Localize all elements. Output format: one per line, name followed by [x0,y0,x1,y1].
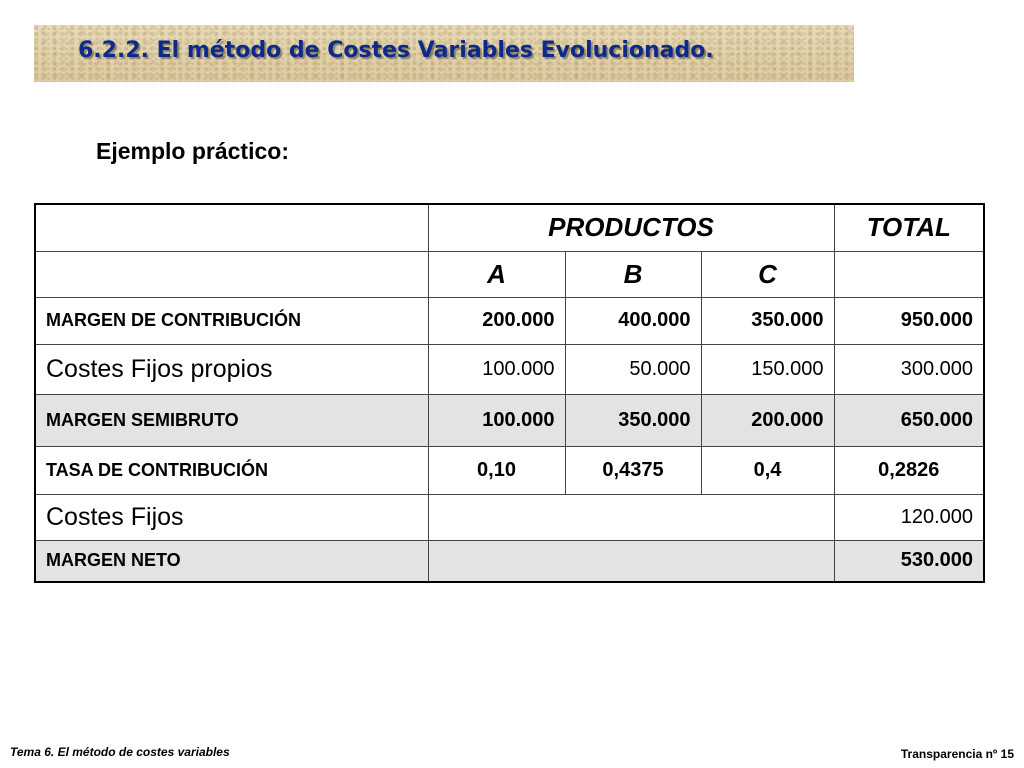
cell-a: 200.000 [428,297,565,344]
header-product-a: A [428,251,565,297]
section-subtitle: Ejemplo práctico: [96,138,289,164]
cell-total: 650.000 [834,394,984,446]
empty-merged-cell [428,540,834,582]
cell-total: 120.000 [834,494,984,540]
table-header-row [35,204,984,251]
empty-total-subheader-cell [834,251,984,297]
slide-title: 6.2.2. El método de Costes Variables Evolucionado. [78,38,714,63]
cell-a: 100.000 [428,394,565,446]
cell-total: 0,2826 [834,446,984,494]
table-row [35,344,984,394]
cell-b: 50.000 [565,344,701,394]
table-row [35,494,984,540]
cell-c: 200.000 [701,394,834,446]
empty-subheader-cell [35,251,428,297]
cell-total: 530.000 [834,540,984,582]
row-label: MARGEN NETO [35,540,428,582]
row-label: Costes Fijos [35,494,428,540]
empty-header-cell [35,204,428,251]
title-banner [34,25,854,82]
cost-table [34,203,985,583]
header-total: TOTAL [834,204,984,251]
header-product-b: B [565,251,701,297]
cell-b: 400.000 [565,297,701,344]
cell-a: 100.000 [428,344,565,394]
cell-a: 0,10 [428,446,565,494]
table-row [35,446,984,494]
cell-total: 300.000 [834,344,984,394]
cell-b: 0,4375 [565,446,701,494]
header-productos: PRODUCTOS [428,204,834,251]
row-label: TASA DE CONTRIBUCIÓN [35,446,428,494]
row-label: Costes Fijos propios [35,344,428,394]
cell-c: 0,4 [701,446,834,494]
table-row [35,297,984,344]
footer-slide-number: Transparencia nº 15 [900,747,1014,761]
cell-c: 150.000 [701,344,834,394]
empty-merged-cell [428,494,834,540]
footer-topic: Tema 6. El método de costes variables [10,745,230,759]
header-product-c: C [701,251,834,297]
table-subheader-row [35,251,984,297]
table-row [35,394,984,446]
cell-b: 350.000 [565,394,701,446]
cell-total: 950.000 [834,297,984,344]
cell-c: 350.000 [701,297,834,344]
row-label: MARGEN DE CONTRIBUCIÓN [35,297,428,344]
row-label: MARGEN SEMIBRUTO [35,394,428,446]
table-row [35,540,984,582]
